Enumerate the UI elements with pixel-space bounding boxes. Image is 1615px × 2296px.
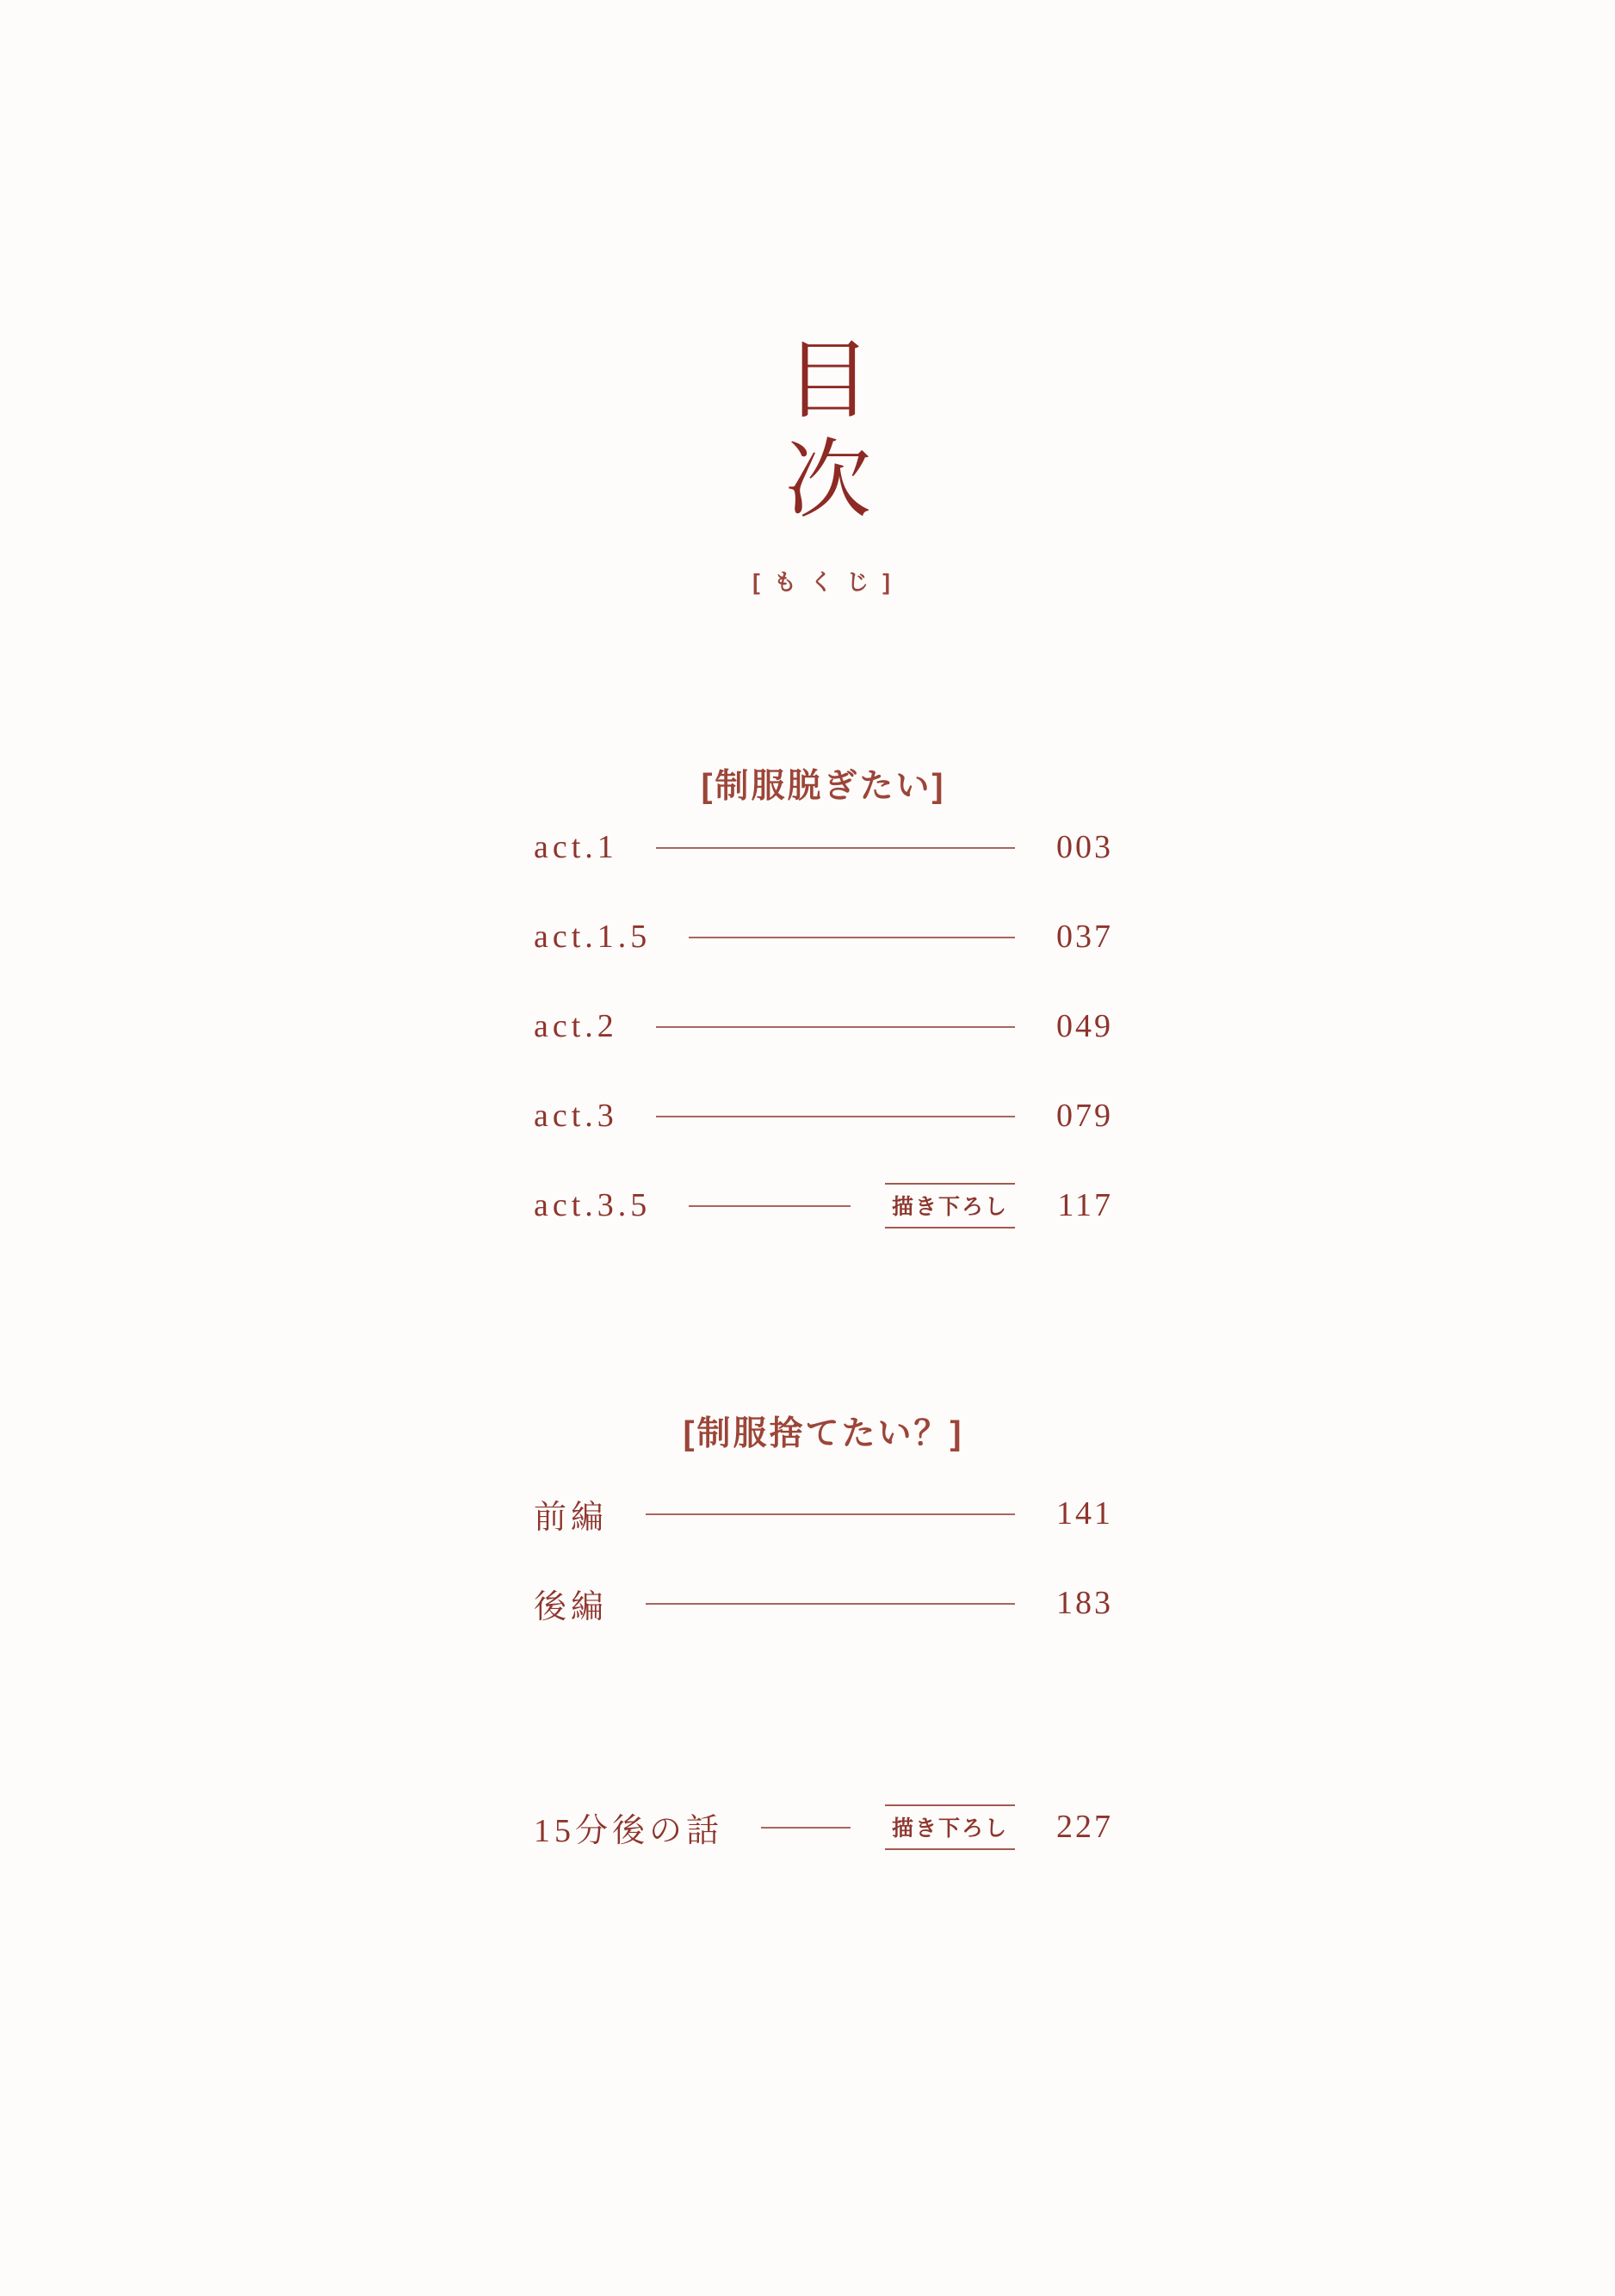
chapter-label: act.2 [534, 1008, 618, 1044]
chapter-label: act.3.5 [534, 1187, 652, 1223]
page-number: 141 [1056, 1495, 1113, 1532]
toc-row-act-2 [534, 1002, 1113, 1050]
leader-line [689, 1205, 851, 1207]
leader-line [761, 1827, 851, 1829]
toc-list-section-1 [534, 823, 1113, 1271]
page-number: 003 [1056, 829, 1113, 865]
section-header-uniform-wanna-take-off: [制服脱ぎたい] [701, 768, 946, 805]
toc-row-zenpen [534, 1489, 1113, 1538]
section-header-uniform-wanna-throw-away: [制服捨てたい？] [683, 1415, 964, 1452]
page-number: 049 [1056, 1008, 1113, 1044]
page-number: 037 [1056, 919, 1113, 955]
toc-list-section-3 [534, 1803, 1113, 1892]
leader-line [646, 1603, 1015, 1605]
chapter-label: act.1 [534, 829, 618, 865]
newly-drawn-badge: 描き下ろし [885, 1183, 1015, 1228]
page-number: 117 [1057, 1187, 1113, 1223]
toc-row-15-minutes-later [534, 1803, 1113, 1851]
leader-line [646, 1513, 1015, 1515]
newly-drawn-badge: 描き下ろし [885, 1804, 1015, 1850]
toc-list-section-2 [534, 1489, 1113, 1668]
toc-row-act-1-5 [534, 913, 1113, 961]
toc-row-kouhen [534, 1579, 1113, 1627]
page-subtitle: [もくじ] [752, 569, 905, 595]
toc-row-act-3 [534, 1092, 1113, 1140]
page-number: 079 [1056, 1098, 1113, 1134]
chapter-label: act.1.5 [534, 919, 652, 955]
toc-row-act-3-5 [534, 1181, 1113, 1229]
leader-line [656, 1026, 1015, 1028]
toc-row-act-1 [534, 823, 1113, 871]
chapter-label: 15分後の話 [534, 1812, 724, 1849]
chapter-label: 後編 [534, 1588, 609, 1625]
leader-line [656, 1116, 1015, 1117]
leader-line [656, 847, 1015, 849]
page-number: 183 [1056, 1585, 1113, 1621]
chapter-label: 前編 [534, 1499, 609, 1536]
leader-line [689, 937, 1015, 938]
page-number: 227 [1056, 1809, 1113, 1845]
page-title: 目次 [772, 334, 868, 534]
chapter-label: act.3 [534, 1098, 618, 1134]
